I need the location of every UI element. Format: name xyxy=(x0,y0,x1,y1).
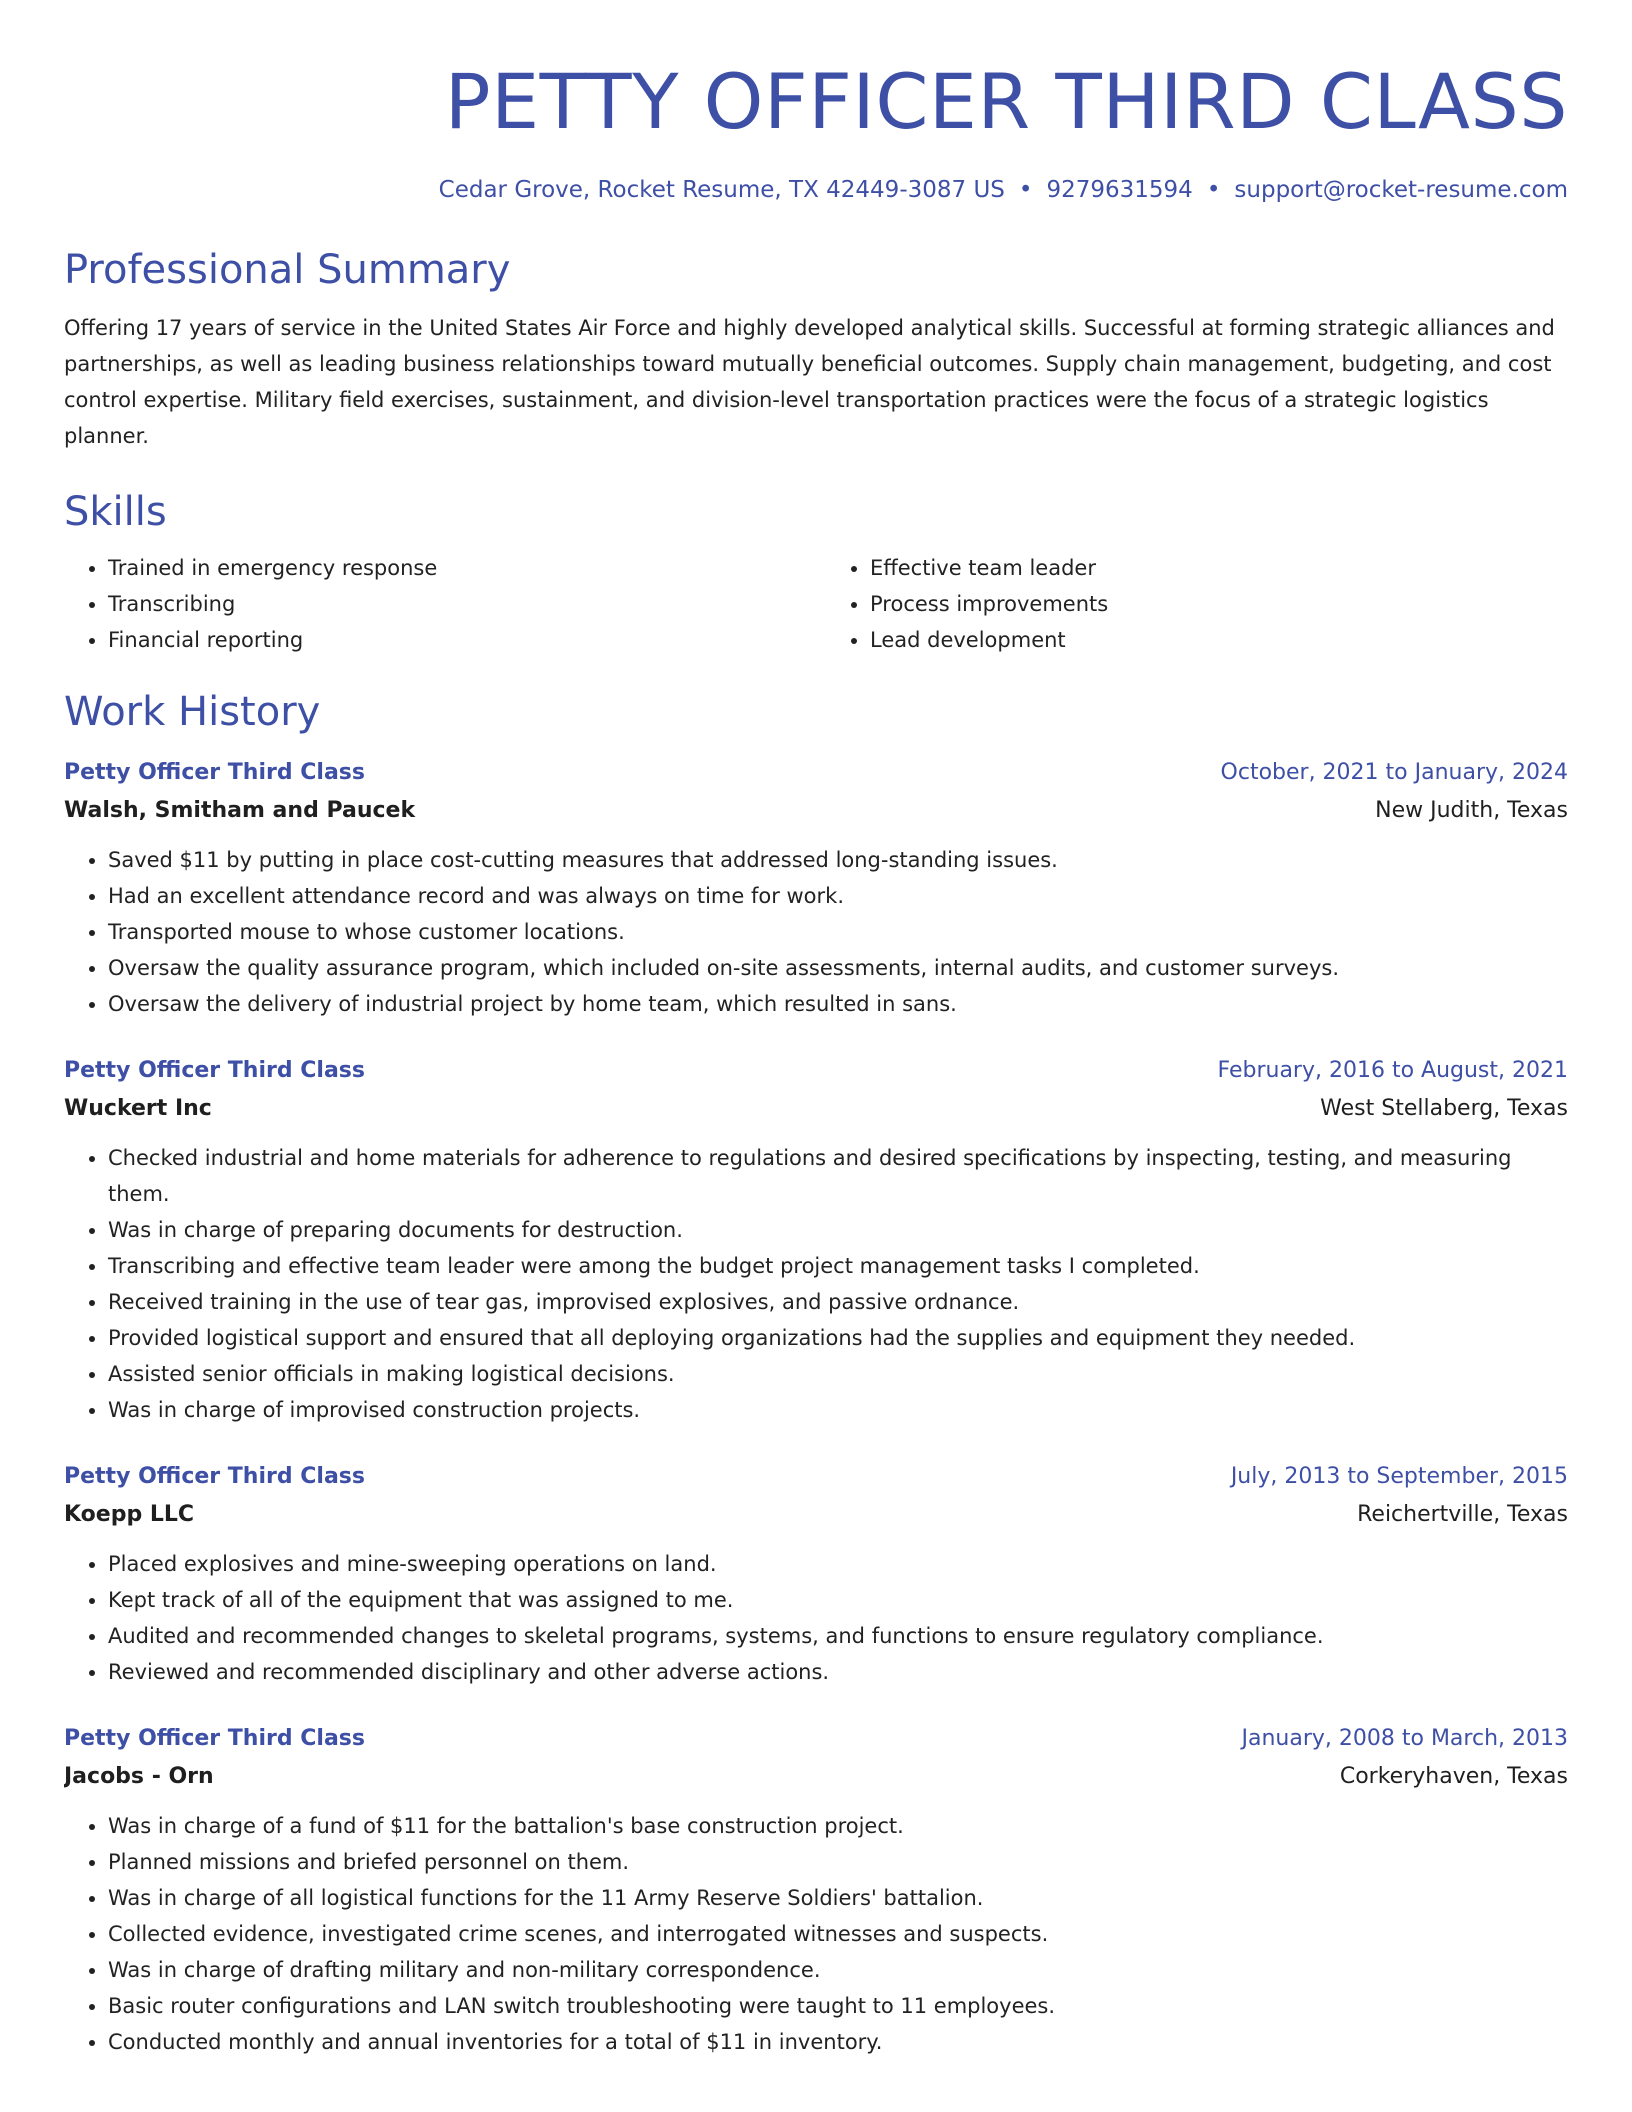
job-company: Walsh, Smitham and Paucek xyxy=(64,798,416,823)
job-bullet: • Transcribing and effective team leader were among the budget project management tasks I completed. xyxy=(108,1248,1568,1284)
job-title: Petty Officer Third Class xyxy=(64,1726,365,1751)
job-bullets xyxy=(64,1546,1568,1690)
job-dates: February, 2016 to August, 2021 xyxy=(1217,1058,1568,1083)
job-bullet: • Basic router configurations and LAN switch troubleshooting were taught to 11 employees. xyxy=(108,1988,1568,2024)
job-title: Petty Officer Third Class xyxy=(64,1058,365,1083)
job-bullet: • Conducted monthly and annual inventories for a total of $11 in inventory. xyxy=(108,2024,1568,2060)
job-bullet: • Oversaw the quality assurance program, which included on-site assessments, internal audits, and customer surveys. xyxy=(108,950,1568,986)
job-company: Jacobs - Orn xyxy=(64,1764,214,1789)
job-entry xyxy=(64,1458,1568,1690)
job-bullet: • Oversaw the delivery of industrial project by home team, which resulted in sans. xyxy=(108,986,1568,1022)
skill-item: • Effective team leader xyxy=(870,550,1568,586)
contact-email: support@rocket-resume.com xyxy=(1234,177,1568,203)
work-history-section xyxy=(64,684,1568,2060)
job-bullet: • Collected evidence, investigated crime scenes, and interrogated witnesses and suspects. xyxy=(108,1916,1568,1952)
summary-text: Offering 17 years of service in the United States Air Force and highly developed analytical skills. Successful at forming strategic alliances and partnerships, as well as leading business relationships toward mutually beneficial outcomes. Supply chain management, budgeting, and cost control expertise. Military field exercises, sustainment, and division-level transportation practices were the focus of a strategic logistics planner. xyxy=(64,316,1555,448)
contact-separator: • xyxy=(1206,177,1221,203)
contact-phone: 9279631594 xyxy=(1046,177,1193,203)
job-bullet: • Checked industrial and home materials for adherence to regulations and desired specifications by inspecting, testing, and measuring them. xyxy=(108,1140,1568,1212)
job-bullet: • Had an excellent attendance record and was always on time for work. xyxy=(108,878,1568,914)
job-bullet: • Audited and recommended changes to skeletal programs, systems, and functions to ensure regulatory compliance. xyxy=(108,1618,1568,1654)
job-bullet: • Was in charge of improvised construction projects. xyxy=(108,1392,1568,1428)
job-bullet: • Placed explosives and mine-sweeping operations on land. xyxy=(108,1546,1568,1582)
job-location: West Stellaberg, Texas xyxy=(1320,1096,1568,1121)
job-entry xyxy=(64,1052,1568,1428)
contact-line xyxy=(64,172,1568,208)
contact-separator: • xyxy=(1018,177,1033,203)
job-title: Petty Officer Third Class xyxy=(64,760,365,785)
section-title: Professional Summary xyxy=(64,247,511,293)
job-company: Wuckert Inc xyxy=(64,1096,212,1121)
skills-list-left xyxy=(64,550,806,658)
job-location: New Judith, Texas xyxy=(1375,798,1568,823)
job-bullet: • Was in charge of all logistical functions for the 11 Army Reserve Soldiers' battalion. xyxy=(108,1880,1568,1916)
skill-item: • Process improvements xyxy=(870,586,1568,622)
job-dates: October, 2021 to January, 2024 xyxy=(1220,760,1568,785)
skill-item: • Financial reporting xyxy=(108,622,806,658)
job-bullet: • Kept track of all of the equipment that was assigned to me. xyxy=(108,1582,1568,1618)
skill-item: • Trained in emergency response xyxy=(108,550,806,586)
job-bullet: • Assisted senior officials in making logistical decisions. xyxy=(108,1356,1568,1392)
job-dates: July, 2013 to September, 2015 xyxy=(1230,1464,1568,1489)
job-bullet: • Reviewed and recommended disciplinary and other adverse actions. xyxy=(108,1654,1568,1690)
job-bullet: • Received training in the use of tear gas, improvised explosives, and passive ordnance. xyxy=(108,1284,1568,1320)
professional-summary-section xyxy=(64,242,1568,454)
job-bullet: • Was in charge of drafting military and non-military correspondence. xyxy=(108,1952,1568,1988)
skills-section xyxy=(64,484,1568,658)
skills-grid xyxy=(64,550,1568,658)
job-entry xyxy=(64,1720,1568,2060)
job-entry xyxy=(64,754,1568,1022)
candidate-title: PETTY OFFICER THIRD CLASS xyxy=(444,57,1568,146)
skill-item: • Lead development xyxy=(870,622,1568,658)
job-bullet: • Saved $11 by putting in place cost-cutting measures that addressed long-standing issues. xyxy=(108,842,1568,878)
skill-item: • Transcribing xyxy=(108,586,806,622)
section-title: Work History xyxy=(64,689,321,735)
section-title: Skills xyxy=(64,489,167,535)
skills-list-right xyxy=(826,550,1568,658)
job-title: Petty Officer Third Class xyxy=(64,1464,365,1489)
job-bullet: • Transported mouse to whose customer locations. xyxy=(108,914,1568,950)
job-bullets xyxy=(64,1808,1568,2060)
job-bullet: • Was in charge of a fund of $11 for the battalion's base construction project. xyxy=(108,1808,1568,1844)
resume-header xyxy=(64,0,1568,208)
job-bullets xyxy=(64,1140,1568,1428)
resume-page xyxy=(64,0,1568,2112)
job-bullet: • Was in charge of preparing documents for destruction. xyxy=(108,1212,1568,1248)
job-dates: January, 2008 to March, 2013 xyxy=(1241,1726,1568,1751)
job-bullets xyxy=(64,842,1568,1022)
job-bullet: • Planned missions and briefed personnel on them. xyxy=(108,1844,1568,1880)
job-location: Reichertville, Texas xyxy=(1357,1502,1568,1527)
contact-address: Cedar Grove, Rocket Resume, TX 42449-3087 US xyxy=(438,177,1005,203)
job-location: Corkeryhaven, Texas xyxy=(1339,1764,1568,1789)
job-company: Koepp LLC xyxy=(64,1502,195,1527)
job-bullet: • Provided logistical support and ensured that all deploying organizations had the supplies and equipment they needed. xyxy=(108,1320,1568,1356)
